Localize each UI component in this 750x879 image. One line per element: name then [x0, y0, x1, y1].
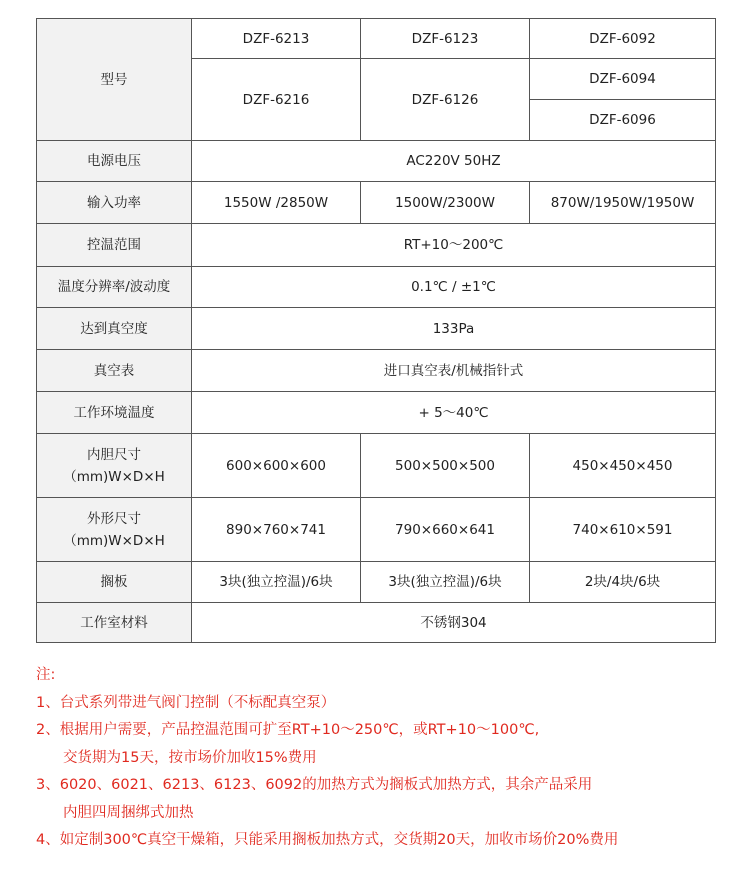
input-power-value: 1550W /2850W: [192, 182, 361, 224]
table-row: [37, 267, 716, 308]
table-row: [37, 308, 716, 350]
input-power-value: 1500W/2300W: [361, 182, 530, 224]
temp-range-value: RT+10～200℃: [192, 224, 716, 267]
table-row: [37, 141, 716, 182]
ambient-temp-value: + 5～40℃: [192, 392, 716, 434]
temp-resolution-value: 0.1℃ / ±1℃: [192, 267, 716, 308]
inner-size-value: 600×600×600: [192, 434, 361, 498]
model-cell: DZF-6094: [530, 59, 716, 100]
table-row: [37, 224, 716, 267]
notes-section: [36, 662, 736, 855]
table-row: [37, 434, 716, 498]
note-item: 1、台式系列带进气阀门控制（不标配真空泵）: [36, 694, 336, 711]
outer-size-label: [37, 498, 192, 562]
inner-size-label-line2: （mm)W×D×H: [63, 468, 165, 485]
inner-size-label-line1: 内胆尺寸: [87, 446, 141, 463]
table-row: [37, 603, 716, 643]
spec-table: [36, 18, 716, 643]
table-row: [37, 392, 716, 434]
table-row: [37, 350, 716, 392]
inner-size-label: [37, 434, 192, 498]
outer-size-label-line2: （mm)W×D×H: [63, 532, 165, 549]
note-item: 3、6020、6021、6213、6123、6092的加热方式为搁板式加热方式，其余产品采用: [36, 777, 593, 793]
note-item: 4、如定制300℃真空干燥箱，只能采用搁板加热方式，交货期20天，加收市场价20%费用: [36, 832, 619, 848]
note-item-continuation: 交货期为15天，按市场价加收15%费用: [63, 749, 317, 766]
model-cell: DZF-6092: [530, 19, 716, 59]
input-power-value: 870W/1950W/1950W: [530, 182, 716, 224]
outer-size-value: 740×610×591: [530, 498, 716, 562]
chamber-material-value: 不锈钢304: [192, 603, 716, 643]
inner-size-value: 500×500×500: [361, 434, 530, 498]
vacuum-degree-value: 133Pa: [192, 308, 716, 350]
table-row: [37, 19, 716, 59]
shelves-value: 3块(独立控温)/6块: [192, 562, 361, 603]
temp-resolution-label: 温度分辨率/波动度: [37, 267, 192, 308]
table-row: [37, 182, 716, 224]
table-row: [37, 562, 716, 603]
power-voltage-label: 电源电压: [37, 141, 192, 182]
model-cell: DZF-6096: [530, 100, 716, 141]
vacuum-gauge-label: 真空表: [37, 350, 192, 392]
model-cell: DZF-6126: [361, 59, 530, 141]
outer-size-value: 890×760×741: [192, 498, 361, 562]
table-row: [37, 498, 716, 562]
outer-size-value: 790×660×641: [361, 498, 530, 562]
vacuum-degree-label: 达到真空度: [37, 308, 192, 350]
outer-size-label-line1: 外形尺寸: [87, 510, 141, 527]
model-cell: DZF-6216: [192, 59, 361, 141]
notes-title: 注:: [36, 667, 56, 683]
shelves-label: 搁板: [37, 562, 192, 603]
ambient-temp-label: 工作环境温度: [37, 392, 192, 434]
note-item: 2、根据用户需要，产品控温范围可扩至RT+10～250℃，或RT+10～100℃,: [36, 722, 540, 738]
note-item-continuation: 内胆四周捆绑式加热: [63, 804, 194, 821]
model-label: 型号: [37, 19, 192, 141]
chamber-material-label: 工作室材料: [37, 603, 192, 643]
temp-range-label: 控温范围: [37, 224, 192, 267]
input-power-label: 输入功率: [37, 182, 192, 224]
shelves-value: 2块/4块/6块: [530, 562, 716, 603]
inner-size-value: 450×450×450: [530, 434, 716, 498]
model-cell: DZF-6213: [192, 19, 361, 59]
model-cell: DZF-6123: [361, 19, 530, 59]
vacuum-gauge-value: 进口真空表/机械指针式: [192, 350, 716, 392]
power-voltage-value: AC220V 50HZ: [192, 141, 716, 182]
shelves-value: 3块(独立控温)/6块: [361, 562, 530, 603]
